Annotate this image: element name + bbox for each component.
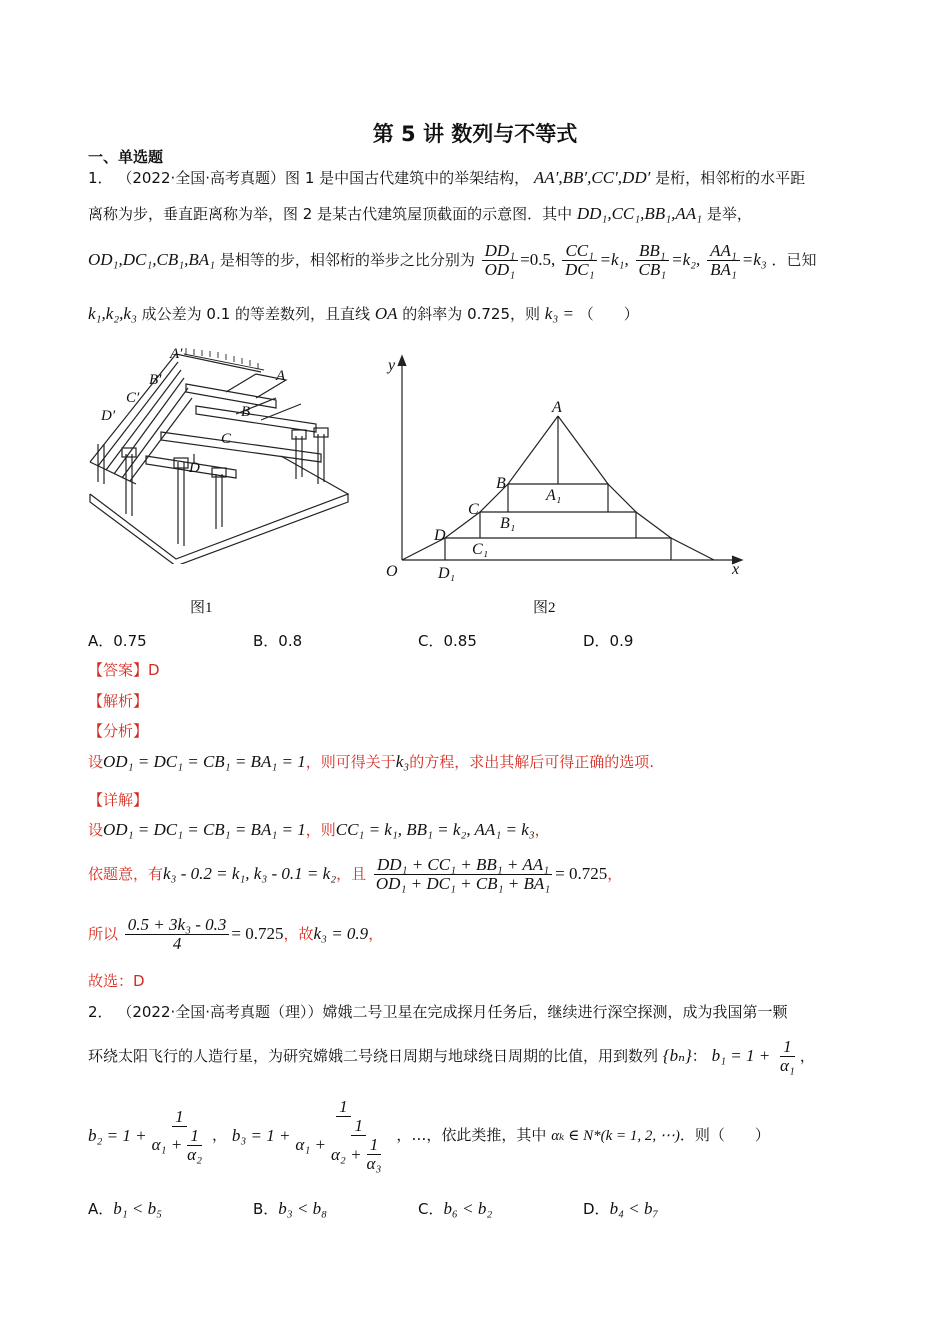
- q1-line1-text: 图 1 是中国古代建筑中的举架结构，: [285, 169, 530, 187]
- q2-b2-fraction: 1 α₁ + $\frac{1}{\text{α₂}}$: [151, 1106, 203, 1164]
- figure-2-cross-section: [380, 352, 750, 584]
- fig2-axis-y: y: [388, 357, 396, 374]
- q1-line3-math: OD₁,DC₁,CB₁,BA₁: [88, 250, 216, 269]
- q2-line1: [88, 1002, 788, 1022]
- q1-option-b[interactable]: B．0.8: [253, 632, 303, 650]
- q2-line-tail: ，…，依此类推，其中: [396, 1126, 547, 1144]
- q1-line2-text: 离称为步，垂直距离称为举，图 2 是某古代建筑屋顶截面的示意图．其中: [88, 205, 573, 223]
- q1-option-a[interactable]: A．0.75: [88, 632, 147, 650]
- q2-source: （2022·全国·高考真题（理））: [117, 1003, 323, 1021]
- fig2-axis-x: x: [732, 561, 740, 578]
- q1-number: 1．: [88, 169, 113, 187]
- fenxi-math: OD₁ = DC₁ = CB₁ = BA₁ = 1: [103, 752, 306, 771]
- q2-line2: [88, 1036, 815, 1076]
- fenxi-k3: k₃: [395, 752, 410, 771]
- q2-condition: αₖ ∈ N*(k = 1, 2, ⋯): [551, 1128, 680, 1144]
- d2-tail: ，: [607, 865, 623, 883]
- q2-line1-text: 嫦娥二号卫星在完成探月任务后，继续进行深空探测，成为我国第一颗: [322, 1003, 788, 1021]
- fenxi-tail: 的方程，求出其解后可得正确的选项.: [409, 753, 654, 771]
- q2-b1-tail: ，: [799, 1047, 815, 1065]
- figure-1-building: [86, 344, 356, 564]
- q2-sequence-bn: {bₙ}: [662, 1046, 692, 1065]
- q1-option-c[interactable]: C．0.85: [418, 632, 477, 650]
- q1-fenxi-line: [88, 752, 654, 772]
- fig1-label-b-prime: B′: [149, 372, 162, 388]
- q2-ask: ．则（ ）: [679, 1126, 770, 1144]
- d3-math: k₃ = 0.9: [313, 924, 369, 943]
- fig1-label-d-prime: D′: [101, 408, 116, 424]
- fig2-label-a: A: [552, 399, 562, 416]
- q2-b1-fraction: $\frac{1}{\text{α₁}}$: [779, 1037, 795, 1075]
- q1-detail-line2: [88, 854, 622, 894]
- q1-line3-text: 是相等的步，相邻桁的举步之比分别为: [219, 251, 475, 269]
- q2-option-d[interactable]: D．b₄ < b₇: [583, 1199, 659, 1218]
- q2-b1-pre: b₁ = 1 +: [711, 1046, 771, 1065]
- d1-math: OD₁ = DC₁ = CB₁ = BA₁ = 1: [103, 820, 306, 839]
- q1-fenxi-heading: 【分析】: [88, 722, 149, 740]
- fig1-label-a: A: [276, 368, 286, 384]
- fig2-origin: O: [386, 563, 398, 580]
- q1-line1-math: AA′,BB′,CC′,DD′: [533, 168, 651, 187]
- q2-b2: [88, 1108, 212, 1164]
- q1-source: （2022·全国·高考真题）: [117, 169, 286, 187]
- fenxi-text: ，则可得关于: [305, 753, 396, 771]
- fig2-label-b1: B₁: [500, 515, 516, 532]
- q1-line1: [88, 168, 805, 188]
- ratio-1-value: =0.5,: [520, 250, 556, 269]
- q1-line2-tail: 是举，: [706, 205, 752, 223]
- d3-value: = 0.725: [231, 924, 284, 943]
- d1-math2: CC₁ = k₁, BB₁ = k₂, AA₁ = k₃: [335, 820, 535, 839]
- q1-analysis-heading: 【解析】: [88, 692, 149, 710]
- d3-fraction: $\frac{\text{0.5 + 3k₃ - 0.3}}{4}$: [125, 916, 230, 953]
- fig1-label-b: B: [241, 404, 251, 420]
- d3-pre: 所以: [88, 925, 119, 943]
- q2-b3: [232, 1098, 397, 1173]
- q2-option-c[interactable]: C．b₆ < b₂: [418, 1199, 493, 1218]
- q2-b3-fraction: 1 α₁ + 1 α₂ + $\frac{1}{\text{α₃}}$: [295, 1097, 382, 1173]
- q1-line4-text: 成公差为 0.1 的等差数列，且直线: [141, 305, 371, 323]
- fig2-label-a1: A₁: [546, 487, 562, 504]
- d2-fraction: $\frac{\text{DD₁ + CC₁ + BB₁ + AA₁}}{\text{OD₁ + DC₁ + CB₁ + BA₁}}$: [375, 855, 551, 893]
- d2-value: = 0.725: [555, 864, 608, 883]
- fenxi-pre: 设: [88, 753, 104, 771]
- fig2-label-d: D: [434, 527, 446, 544]
- fig2-label-d1: D₁: [438, 565, 456, 582]
- fig1-label-c-prime: C′: [126, 390, 140, 406]
- d1-pre: 设: [88, 821, 104, 839]
- q1-line3-tail: ．已知: [771, 251, 817, 269]
- ratio-3: $\frac{\text{BB₁}}{\text{CB₁}}$: [635, 242, 669, 279]
- d1-tail: ，: [534, 821, 550, 839]
- q1-detail-line3: [88, 914, 383, 954]
- q2-line2-text: 环绕太阳飞行的人造行星，为研究嫦娥二号绕日周期与地球绕日周期的比值，用到数列: [88, 1047, 659, 1065]
- q1-line4-tail: （ ）: [578, 305, 639, 323]
- d2-math: k₃ - 0.2 = k₁, k₃ - 0.1 = k₂: [163, 864, 337, 883]
- q2-colon: ：: [691, 1047, 707, 1065]
- q1-line2: [88, 204, 752, 224]
- q1-line4-text2: 的斜率为 0.725，则: [402, 305, 541, 323]
- fig2-label-c: C: [468, 501, 479, 518]
- q2-comma: ，: [212, 1126, 228, 1144]
- fig1-label-a-prime: A′: [170, 346, 183, 362]
- q1-k-list: k₁,k₂,k₃: [88, 304, 137, 323]
- q2-line3: [88, 1098, 770, 1173]
- ratio-1: $\frac{\text{DD₁}}{\text{OD₁}}$: [482, 242, 518, 279]
- fig1-label-c: C: [221, 431, 232, 447]
- q1-conclusion: 故选：D: [88, 972, 145, 990]
- q1-detail-heading: 【详解】: [88, 791, 149, 809]
- q1-line1-tail: 是桁，相邻桁的水平距: [655, 169, 806, 187]
- q2-number: 2．: [88, 1003, 113, 1021]
- q2-b3-pre: b₃ = 1 +: [231, 1125, 291, 1145]
- ratio-4: $\frac{\text{AA₁}}{\text{BA₁}}$: [707, 242, 740, 279]
- d3-mid: ，故: [283, 925, 314, 943]
- q1-line3: [88, 242, 817, 279]
- ratio-3-value: =k₂,: [671, 250, 701, 269]
- ratio-2-value: =k₁,: [599, 250, 629, 269]
- fig2-label-b: B: [496, 475, 506, 492]
- ratio-4-value: =k₃: [741, 250, 767, 269]
- d1-mid: ，则: [305, 821, 336, 839]
- ratio-2: $\frac{\text{CC₁}}{\text{DC₁}}$: [562, 242, 598, 279]
- q1-k3: k₃ =: [544, 304, 574, 323]
- d2-pre: 依题意，有: [88, 865, 164, 883]
- q1-option-d[interactable]: D．0.9: [583, 632, 634, 650]
- q2-b2-pre: b₂ = 1 +: [88, 1125, 147, 1145]
- q1-answer: 【答案】D: [88, 661, 160, 679]
- d3-tail: ，: [368, 925, 384, 943]
- q1-detail-line1: [88, 820, 550, 840]
- q1-line2-math: DD₁,CC₁,BB₁,AA₁: [576, 204, 703, 223]
- fig1-label-d: D: [189, 460, 200, 476]
- fig2-label-c1: C₁: [472, 541, 489, 558]
- q2-option-b[interactable]: B．b₃ < b₈: [253, 1199, 328, 1218]
- d2-mid: ，且: [336, 865, 367, 883]
- figure-2-caption: 图2: [533, 600, 556, 616]
- page-title: 第 5 讲 数列与不等式: [372, 122, 578, 146]
- q1-line4: [88, 304, 639, 324]
- figure-1-caption: 图1: [190, 600, 213, 616]
- q1-line-oa: OA: [374, 304, 398, 323]
- section-heading: 一、单选题: [88, 148, 164, 166]
- q2-option-a[interactable]: A．b₁ < b₅: [88, 1199, 163, 1218]
